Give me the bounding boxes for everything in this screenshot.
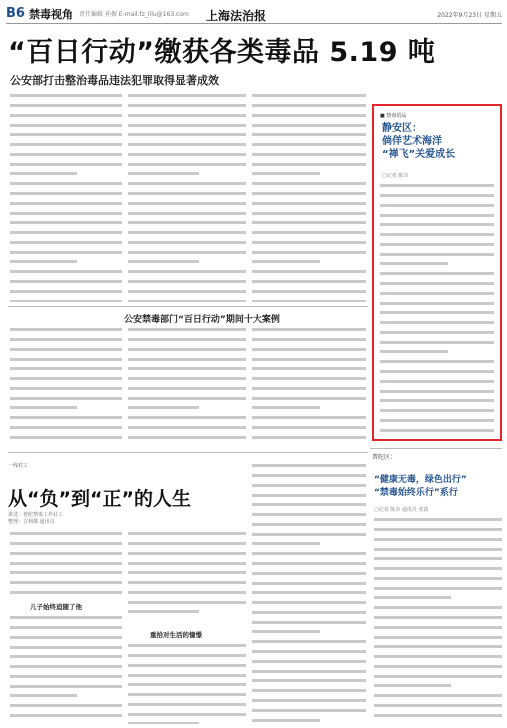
text-line xyxy=(252,133,366,141)
text-line xyxy=(128,202,246,210)
text-line xyxy=(252,630,366,638)
text-line xyxy=(252,143,366,151)
text-line xyxy=(380,409,494,417)
text-line xyxy=(252,280,366,288)
text-line xyxy=(374,567,502,575)
text-line xyxy=(380,262,494,270)
text-line xyxy=(374,587,502,595)
text-line xyxy=(128,163,246,171)
page-number: B6 xyxy=(6,6,25,21)
text-line xyxy=(374,684,502,692)
text-line xyxy=(374,557,502,565)
text-line xyxy=(128,532,246,540)
text-line xyxy=(10,377,122,385)
text-line xyxy=(252,251,366,259)
article-column-2 xyxy=(128,92,246,302)
text-line xyxy=(252,484,366,492)
text-line xyxy=(252,328,366,336)
text-line xyxy=(128,114,246,122)
text-line xyxy=(252,172,366,180)
article-column-1 xyxy=(10,92,122,302)
right-lower-title-line-2: “禁毒始终乐行”系行 xyxy=(374,488,458,498)
text-line xyxy=(252,104,366,112)
text-line xyxy=(128,348,246,356)
text-line xyxy=(128,562,246,570)
text-line xyxy=(10,675,122,683)
text-line xyxy=(128,241,246,249)
text-line xyxy=(128,693,246,701)
text-line xyxy=(380,341,494,349)
text-line xyxy=(374,518,502,526)
text-line xyxy=(252,358,366,366)
text-line xyxy=(380,233,494,241)
text-line xyxy=(128,104,246,112)
text-line xyxy=(10,290,122,298)
text-line xyxy=(374,655,502,663)
article-column-3 xyxy=(252,92,366,302)
text-line xyxy=(128,182,246,190)
text-line xyxy=(380,429,494,434)
text-line xyxy=(128,722,246,724)
text-line xyxy=(10,270,122,278)
text-line xyxy=(10,202,122,210)
masthead: 上海法治报 xyxy=(206,9,267,23)
right-lower-label: 普陀区： xyxy=(372,454,397,461)
text-line xyxy=(252,523,366,531)
box-author: □记者 陈奇 xyxy=(382,173,409,179)
text-line xyxy=(252,699,366,707)
text-line xyxy=(10,426,122,434)
text-line xyxy=(252,212,366,220)
lower-column-1b xyxy=(10,614,122,724)
text-line xyxy=(10,616,122,624)
lower-column-3 xyxy=(252,462,366,724)
text-line xyxy=(128,221,246,229)
text-line xyxy=(252,300,366,302)
text-line xyxy=(10,300,122,302)
text-line xyxy=(380,331,494,339)
text-line xyxy=(128,416,246,424)
cases-column-3 xyxy=(252,326,366,444)
text-line xyxy=(10,114,122,122)
text-line xyxy=(252,426,366,434)
text-line xyxy=(252,348,366,356)
text-line xyxy=(10,581,122,589)
text-line xyxy=(128,300,246,302)
text-line xyxy=(10,665,122,673)
text-line xyxy=(10,694,122,702)
lower-section-label: 一线村工 xyxy=(8,463,29,469)
text-line xyxy=(252,572,366,580)
text-line xyxy=(128,143,246,151)
text-line xyxy=(128,397,246,405)
text-line xyxy=(380,390,494,398)
text-line xyxy=(252,621,366,629)
text-line xyxy=(10,192,122,200)
text-line xyxy=(252,397,366,405)
text-line xyxy=(128,654,246,662)
text-line xyxy=(374,548,502,556)
text-line xyxy=(10,358,122,366)
text-line xyxy=(128,436,246,444)
text-line xyxy=(252,377,366,385)
text-line xyxy=(128,377,246,385)
cases-column-1 xyxy=(10,326,122,444)
text-line xyxy=(10,397,122,405)
text-line xyxy=(252,670,366,678)
text-line xyxy=(128,212,246,220)
text-line xyxy=(10,260,122,268)
text-line xyxy=(252,406,366,414)
text-line xyxy=(128,94,246,102)
text-line xyxy=(10,163,122,171)
right-lower-divider xyxy=(370,448,502,449)
text-line xyxy=(128,674,246,682)
text-line xyxy=(10,714,122,722)
text-line xyxy=(10,655,122,663)
text-line xyxy=(380,282,494,290)
text-line xyxy=(10,367,122,375)
text-line xyxy=(380,223,494,231)
text-line xyxy=(128,644,246,652)
main-subhead: 公安部打击整治毒品违法犯罪取得显著成效 xyxy=(10,74,219,87)
text-line xyxy=(128,683,246,691)
text-line xyxy=(252,387,366,395)
text-line xyxy=(380,204,494,212)
text-line xyxy=(128,591,246,599)
text-line xyxy=(10,104,122,112)
cases-column-2 xyxy=(128,326,246,444)
text-line xyxy=(128,610,246,618)
text-line xyxy=(10,387,122,395)
text-line xyxy=(252,474,366,482)
main-headline: “百日行动”缴获各类毒品 5.19 吨 xyxy=(8,37,436,68)
text-line xyxy=(128,542,246,550)
text-line xyxy=(380,380,494,388)
text-line xyxy=(128,328,246,336)
text-line xyxy=(374,577,502,585)
byline-line-2: 整理：吉利都 通讯员 xyxy=(8,519,55,525)
text-line xyxy=(10,571,122,579)
text-line xyxy=(252,582,366,590)
text-line xyxy=(128,581,246,589)
text-line xyxy=(374,694,502,702)
text-line xyxy=(252,709,366,717)
text-line xyxy=(10,94,122,102)
text-line xyxy=(380,194,494,202)
text-line xyxy=(10,143,122,151)
text-line xyxy=(374,645,502,653)
byline-line-1: 讲述：普陀禁毒工作社工 xyxy=(8,512,64,518)
text-line xyxy=(10,124,122,132)
text-line xyxy=(252,114,366,122)
cases-title: 公安禁毒部门“百日行动”期间十大案例 xyxy=(124,315,280,325)
text-line xyxy=(128,552,246,560)
text-line xyxy=(252,611,366,619)
text-line xyxy=(128,426,246,434)
section-name: 禁毒视角 xyxy=(28,7,73,21)
text-line xyxy=(128,367,246,375)
text-line xyxy=(128,571,246,579)
right-lower-author: □记者 陈奇 通讯员 张霞 xyxy=(374,507,429,513)
text-line xyxy=(128,192,246,200)
lower-inline-head-2: 重拾对生活的憧憬 xyxy=(150,631,202,639)
text-line xyxy=(128,133,246,141)
text-line xyxy=(10,532,122,540)
section-divider xyxy=(8,306,368,307)
text-line xyxy=(10,542,122,550)
text-line xyxy=(10,338,122,346)
text-line xyxy=(128,124,246,132)
text-line xyxy=(128,280,246,288)
lower-column-2a xyxy=(128,530,246,620)
right-lower-title xyxy=(374,474,467,500)
text-line xyxy=(10,416,122,424)
text-line xyxy=(10,436,122,444)
text-line xyxy=(380,184,494,192)
text-line xyxy=(10,348,122,356)
text-line xyxy=(10,251,122,259)
text-line xyxy=(128,153,246,161)
text-line xyxy=(128,172,246,180)
text-line xyxy=(128,406,246,414)
text-line xyxy=(252,503,366,511)
text-line xyxy=(10,231,122,239)
text-line xyxy=(10,280,122,288)
text-line xyxy=(128,387,246,395)
text-line xyxy=(252,719,366,725)
box-body xyxy=(380,182,494,434)
text-line xyxy=(380,419,494,427)
text-line xyxy=(128,338,246,346)
text-line xyxy=(252,192,366,200)
text-line xyxy=(252,153,366,161)
text-line xyxy=(380,370,494,378)
text-line xyxy=(252,464,366,472)
text-line xyxy=(10,172,122,180)
text-line xyxy=(252,436,366,444)
text-line xyxy=(380,292,494,300)
text-line xyxy=(252,533,366,541)
text-line xyxy=(10,212,122,220)
text-line xyxy=(380,272,494,280)
text-line xyxy=(10,685,122,693)
text-line xyxy=(128,664,246,672)
lower-byline xyxy=(8,512,138,526)
text-line xyxy=(374,596,502,604)
text-line xyxy=(252,94,366,102)
editor-line: 责任编辑 孙振 E-mail:fz_lilu@163.com xyxy=(78,11,189,18)
text-line xyxy=(380,321,494,329)
text-line xyxy=(252,338,366,346)
box-title-line-3: “禅飞”关爱成长 xyxy=(382,149,456,160)
box-title-line-2: 倘佯艺术海洋 xyxy=(382,136,442,147)
text-line xyxy=(252,260,366,268)
lower-inline-head-1: 儿子始终追随了他 xyxy=(30,603,82,611)
text-line xyxy=(252,689,366,697)
text-line xyxy=(374,528,502,536)
highlight-article-box xyxy=(372,104,502,441)
text-line xyxy=(252,591,366,599)
lower-divider xyxy=(8,452,368,453)
text-line xyxy=(252,270,366,278)
text-line xyxy=(374,626,502,634)
text-line xyxy=(374,606,502,614)
text-line xyxy=(252,416,366,424)
text-line xyxy=(252,202,366,210)
text-line xyxy=(10,406,122,414)
text-line xyxy=(252,679,366,687)
lower-column-1a xyxy=(10,530,122,595)
text-line xyxy=(252,182,366,190)
text-line xyxy=(128,260,246,268)
text-line xyxy=(252,601,366,609)
text-line xyxy=(252,542,366,550)
text-line xyxy=(128,358,246,366)
box-title xyxy=(382,122,455,161)
text-line xyxy=(374,714,502,722)
text-line xyxy=(252,650,366,658)
text-line xyxy=(252,562,366,570)
text-line xyxy=(128,713,246,721)
text-line xyxy=(374,704,502,712)
text-line xyxy=(252,124,366,132)
text-line xyxy=(252,231,366,239)
text-line xyxy=(10,646,122,654)
text-line xyxy=(10,626,122,634)
text-line xyxy=(128,251,246,259)
text-line xyxy=(252,221,366,229)
text-line xyxy=(252,552,366,560)
text-line xyxy=(128,703,246,711)
box-title-line-1: 静安区： xyxy=(382,123,422,134)
text-line xyxy=(10,704,122,712)
text-line xyxy=(380,350,494,358)
text-line xyxy=(380,302,494,310)
text-line xyxy=(128,601,246,609)
right-lower-body xyxy=(374,516,502,724)
text-line xyxy=(374,636,502,644)
text-line xyxy=(10,591,122,595)
text-line xyxy=(252,660,366,668)
text-line xyxy=(252,367,366,375)
text-line xyxy=(380,253,494,261)
text-line xyxy=(252,241,366,249)
text-line xyxy=(374,616,502,624)
text-line xyxy=(374,665,502,673)
lower-column-2b xyxy=(128,642,246,724)
text-line xyxy=(10,552,122,560)
text-line xyxy=(252,640,366,648)
box-label: ■ 禁毒语品 xyxy=(380,113,407,119)
text-line xyxy=(10,328,122,336)
text-line xyxy=(10,153,122,161)
right-lower-title-line-1: “健康无毒，绿色出行” xyxy=(374,475,467,485)
text-line xyxy=(128,290,246,298)
lower-headline: 从“负”到“正”的人生 xyxy=(8,488,191,510)
text-line xyxy=(380,399,494,407)
text-line xyxy=(10,562,122,570)
text-line xyxy=(252,163,366,171)
text-line xyxy=(380,214,494,222)
text-line xyxy=(128,231,246,239)
text-line xyxy=(252,513,366,521)
text-line xyxy=(252,494,366,502)
text-line xyxy=(10,182,122,190)
text-line xyxy=(10,241,122,249)
text-line xyxy=(380,311,494,319)
text-line xyxy=(374,538,502,546)
text-line xyxy=(128,270,246,278)
text-line xyxy=(10,221,122,229)
text-line xyxy=(10,133,122,141)
text-line xyxy=(380,243,494,251)
page-header xyxy=(6,4,502,24)
issue-date: 2022年9月23日 星期五 xyxy=(437,12,502,19)
text-line xyxy=(374,675,502,683)
text-line xyxy=(10,636,122,644)
text-line xyxy=(252,290,366,298)
text-line xyxy=(380,360,494,368)
